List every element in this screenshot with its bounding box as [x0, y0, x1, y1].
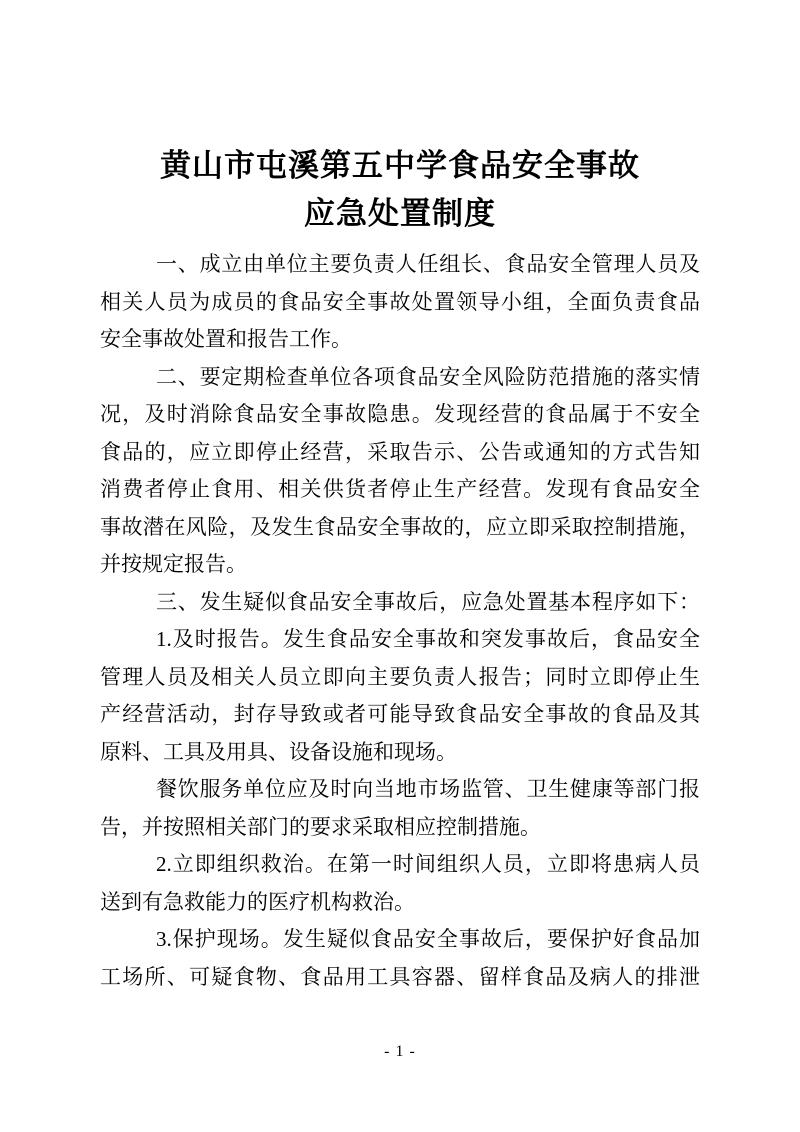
- paragraph-2-line: 食品的，应立即停止经营，采取告示、公告或通知的方式告知: [100, 439, 700, 464]
- paragraph-4-line: 产经营活动，封存导致或者可能导致食品安全事故的食品及其: [100, 702, 700, 726]
- document-title-line-2: 应急处置制度: [304, 196, 496, 231]
- paragraph-2-line: 二、要定期检查单位各项食品安全风险防范措施的落实情: [156, 364, 700, 389]
- paragraph-7: [100, 921, 700, 996]
- paragraph-6-line: 2.立即组织救治。在第一时间组织人员，立即将患病人员: [156, 852, 700, 876]
- paragraph-4: [100, 621, 700, 771]
- paragraph-6: [100, 846, 700, 921]
- paragraph-5: [100, 771, 700, 846]
- paragraph-2-line: 况，及时消除食品安全事故隐患。发现经营的食品属于不安全: [100, 402, 700, 426]
- paragraph-1-line: 一、成立由单位主要负责人任组长、食品安全管理人员及: [156, 252, 700, 276]
- paragraph-1: [100, 246, 700, 359]
- document-title-line-1: 黄山市屯溪第五中学食品安全事故: [160, 148, 640, 183]
- page-number: - 1 -: [384, 1043, 416, 1060]
- paragraph-4-line: 管理人员及相关人员立即向主要负责人报告；同时立即停止生: [100, 664, 700, 689]
- paragraph-2: [100, 359, 700, 584]
- paragraph-5-line: 餐饮服务单位应及时向当地市场监管、卫生健康等部门报: [156, 777, 700, 801]
- paragraph-2-line: 事故潜在风险，及发生食品安全事故的，应立即采取控制措施，: [100, 514, 700, 539]
- paragraph-3: [100, 584, 700, 622]
- paragraph-7-line: 3.保护现场。发生疑似食品安全事故后，要保护好食品加: [156, 927, 700, 951]
- paragraph-4-line: 1.及时报告。发生食品安全事故和突发事故后，食品安全: [156, 627, 700, 651]
- paragraph-1-line: 相关人员为成员的食品安全事故处置领导小组，全面负责食品: [100, 289, 700, 314]
- paragraph-2-line: 消费者停止食用、相关供货者停止生产经营。发现有食品安全: [100, 477, 700, 501]
- paragraph-1-line: 安全事故处置和报告工作。: [100, 327, 352, 351]
- paragraph-2-line: 并按规定报告。: [100, 552, 247, 576]
- paragraph-6-line: 送到有急救能力的医疗机构救治。: [100, 889, 415, 914]
- paragraph-3-line: 三、发生疑似食品安全事故后，应急处置基本程序如下：: [156, 589, 700, 614]
- paragraph-5-line: 告，并按照相关部门的要求采取相应控制措施。: [100, 814, 541, 839]
- document-body: [100, 246, 700, 996]
- document-content: [100, 142, 700, 996]
- paragraph-4-line: 原料、工具及用具、设备设施和现场。: [100, 739, 457, 764]
- paragraph-7-line: 工场所、可疑食物、食品用工具容器、留样食品及病人的排泄: [100, 964, 700, 989]
- document-title: [100, 142, 700, 238]
